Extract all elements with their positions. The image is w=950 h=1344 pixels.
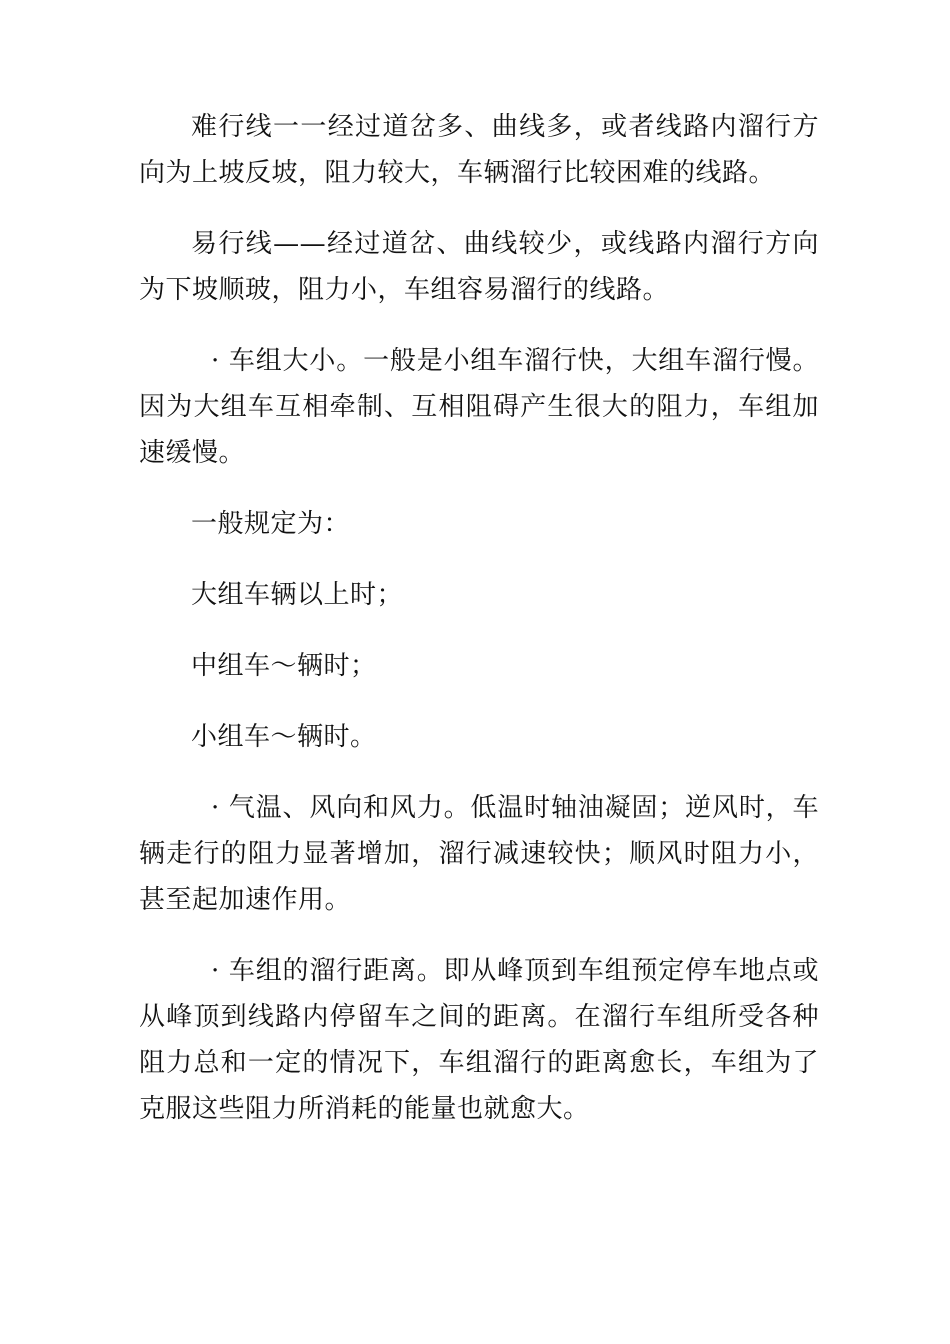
paragraph-small-group: 小组车〜辆时。 bbox=[191, 722, 377, 752]
paragraph-roll-distance: · 车组的溜行距离。即从峰顶到车组预定停车地点或从峰顶到线路内停留车之间的距离。在溜行车组所受各种阻力总和一定的情况下，车组溜行的距离愈长，车组为了克服这些阻力所消耗的能量也就愈大。 bbox=[139, 956, 819, 1124]
paragraph-group-size: · 车组大小。一般是小组车溜行快，大组车溜行慢。因为大组车互相牵制、互相阻碍产生很大的阻力，车组加速缓慢。 bbox=[139, 346, 819, 468]
document-body bbox=[139, 104, 819, 1157]
paragraph-hard-line: 难行线一一经过道岔多、曲线多，或者线路内溜行方向为上坡反坡，阻力较大，车辆溜行比较困难的线路。 bbox=[139, 112, 819, 188]
paragraph-medium-group: 中组车〜辆时； bbox=[191, 651, 377, 681]
paragraph-weather-wind: · 气温、风向和风力。低温时轴油凝固；逆风时，车辆走行的阻力显著增加，溜行减速较快；顺风时阻力小，甚至起加速作用。 bbox=[139, 793, 819, 915]
paragraph-easy-line: 易行线——经过道岔、曲线较少，或线路内溜行方向为下坡顺玻，阻力小，车组容易溜行的线路。 bbox=[139, 229, 819, 305]
paragraph-general-rule: 一般规定为： bbox=[191, 509, 351, 539]
paragraph-large-group: 大组车辆以上时； bbox=[191, 580, 404, 610]
